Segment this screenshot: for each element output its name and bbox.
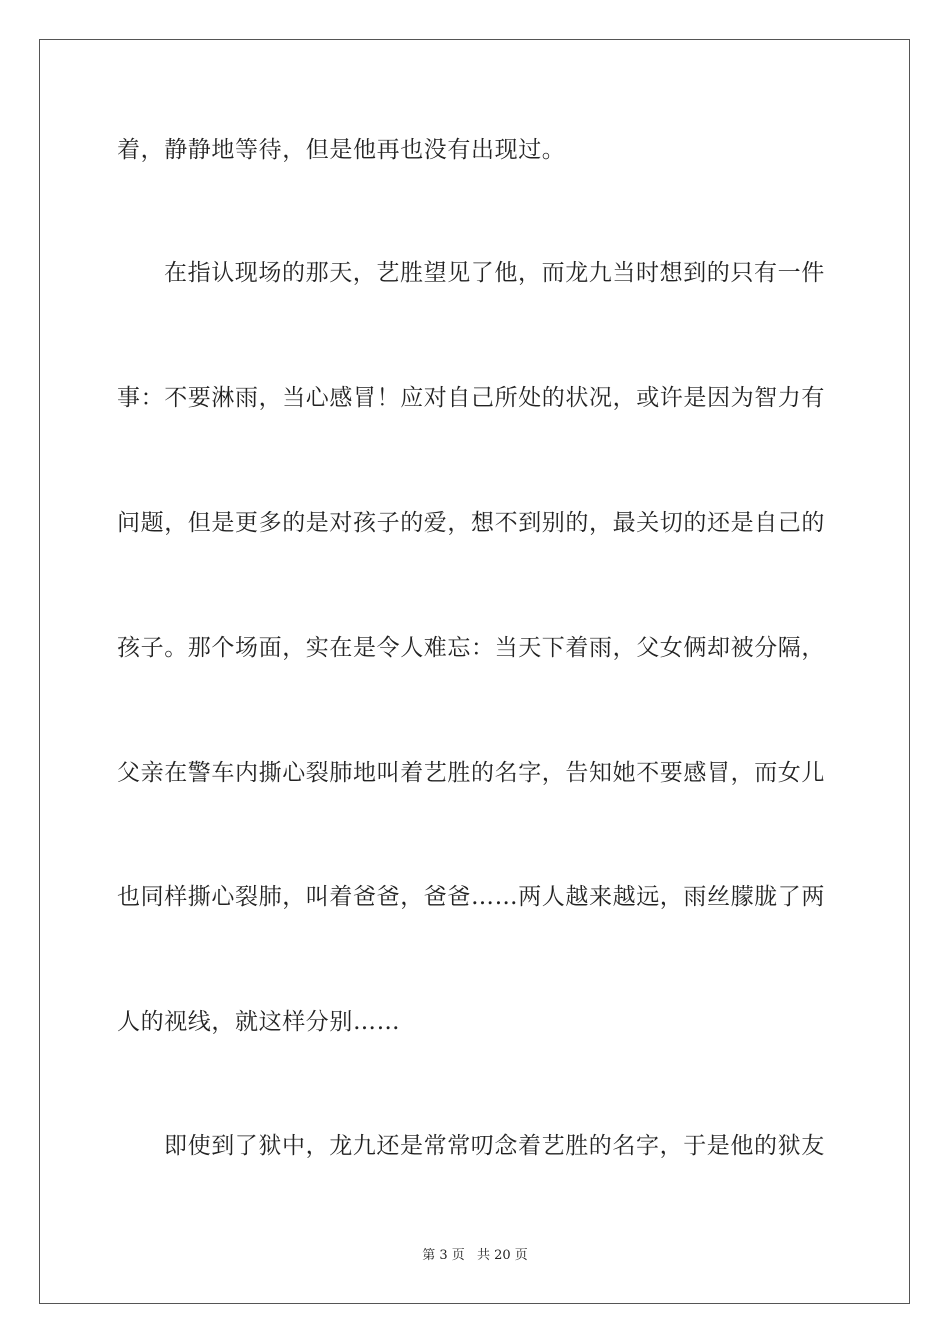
text-line: 着，静静地等待，但是他再也没有出现过。	[117, 137, 566, 163]
text-line: 人的视线，就这样分别……	[117, 1009, 401, 1035]
text-line: 在指认现场的那天，艺胜望见了他，而龙九当时想到的只有一件	[164, 260, 825, 286]
page-number: 第 3 页	[422, 1248, 465, 1263]
text-line: 父亲在警车内撕心裂肺地叫着艺胜的名字，告知她不要感冒，而女儿	[117, 760, 825, 786]
text-line: 孩子。那个场面，实在是令人难忘：当天下着雨，父女俩却被分隔，	[117, 635, 825, 661]
page-border	[39, 39, 910, 1304]
text-line: 问题，但是更多的是对孩子的爱，想不到别的，最关切的还是自己的	[117, 510, 825, 536]
page-footer	[0, 1248, 950, 1264]
text-line: 事：不要淋雨，当心感冒！应对自己所处的状况，或许是因为智力有	[117, 385, 825, 411]
text-line: 即使到了狱中，龙九还是常常叨念着艺胜的名字，于是他的狱友	[164, 1133, 825, 1159]
page-total: 共 20 页	[476, 1248, 528, 1263]
text-line: 也同样撕心裂肺，叫着爸爸，爸爸……两人越来越远，雨丝朦胧了两	[117, 884, 825, 910]
